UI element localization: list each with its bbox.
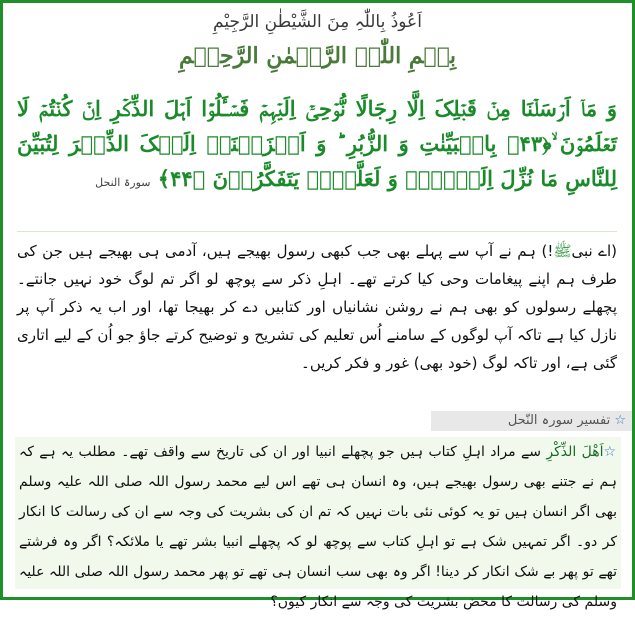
taawwuz-line: اَعُوذُ بِاللّٰہِ مِنَ الشَّیْطٰنِ الرَّجِیْمِ: [213, 12, 422, 32]
translation-open: (اے نبی: [571, 242, 617, 260]
translation-text: !) ہم نے آپ سے پہلے بھی جب کبھی رسول بھیجے ہیں، آدمی ہی بھیجے ہیں جن کی طرف ہم اپنے پیغامات وحی کیا کرتے تھے۔ اہلِ ذکر سے پوچھ لو اگر تم لوگ خود نہیں جانتے۔ پچھلے رسولوں کو بھی ہم نے روشن نشانیاں اور کتابیں دے کر بھیجا تھا، اور اب یہ ذکر آپ پر نازل کیا ہے تاکہ آپ لوگوں کے سامنے اُس تعلیم کی تشریح و توضیح کرتے جاؤ جو اُن کے لیے اتاری گئی ہے، اور تاکہ لوگ (خود بھی) غور و فکر کریں۔: [17, 242, 617, 372]
surah-reference: سورۃ النحل: [95, 176, 151, 189]
basmala-line: بِسۡمِ اللّٰہِ الرَّحۡمٰنِ الرَّحِیۡمِ: [178, 43, 457, 69]
urdu-translation: [17, 237, 617, 377]
tafsir-title: تفسیر سورہ النّحل: [507, 413, 611, 428]
star-icon: ☆: [603, 444, 618, 460]
quran-verse: [17, 91, 617, 200]
tafsir-commentary: [15, 437, 621, 610]
divider: [17, 231, 617, 232]
tafsir-heading: [431, 411, 632, 431]
honorific-symbol: ﷺ: [553, 242, 572, 260]
tafsir-quote: اَھْلَ الذِّکْرِ: [546, 444, 604, 460]
content-area: [11, 9, 626, 610]
star-icon: ☆: [614, 413, 626, 428]
tafsir-text: سے مراد اہلِ کتاب ہیں جو پچھلے انبیا اور ان کی تاریخ سے واقف تھے۔ مطلب یہ ہے کہ ہم نے جتنے بھی رسول بھیجے ہیں، وہ انسان ہی تھے اس لیے محمد رسول اللہ صلی اللہ علیہ وسلم بھی اگر انسان ہیں تو یہ کوئی نئی بات نہیں کہ تم ان کی بشریت کی وجہ سے ان کی رسالت کا انکار کر دو۔ اگر تمہیں شک ہے تو اہلِ کتاب سے پوچھ لو کہ پچھلے انبیا بشر تھے یا ملائکہ؟ اگر وہ فرشتے تھے تو پھر بے شک انکار کر دینا! اگر وہ بھی سب انسان ہی تھے تو پھر محمد رسول اللہ صلی اللہ علیہ وسلم کی رسالت کا محض بشریت کی وجہ سے انکار کیوں؟: [19, 444, 617, 610]
verse-text: وَ مَاۤ اَرۡسَلۡنَا مِنۡ قَبۡلِکَ اِلَّا رِجَالًا نُّوۡحِیۡۤ اِلَیۡہِمۡ فَسۡـَٔلُوۡۤا اَہۡلَ الذِّکۡرِ اِنۡ کُنۡتُمۡ لَا تَعۡلَمُوۡنَ ۙ﴿۴۳﴾ بِالۡبَیِّنٰتِ وَ الزُّبُرِ ؕ وَ اَنۡزَلۡنَاۤ اِلَیۡکَ الذِّکۡرَ لِتُبَیِّنَ لِلنَّاسِ مَا نُزِّلَ اِلَیۡہِمۡ وَ لَعَلَّہُمۡ یَتَفَکَّرُوۡنَ ﴿۴۴﴾: [17, 96, 617, 191]
